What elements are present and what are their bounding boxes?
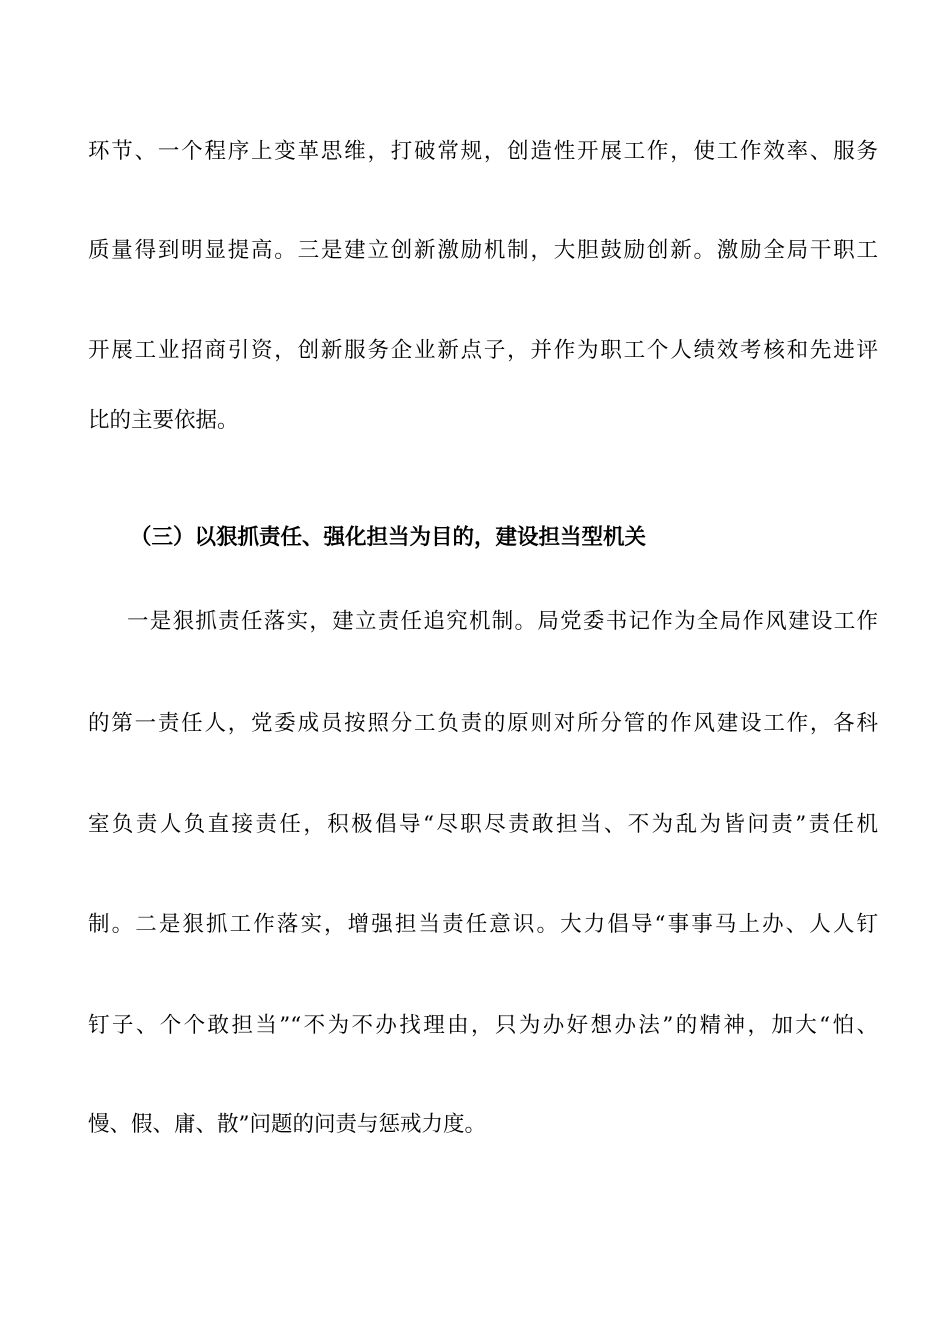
paragraph-line: 室负责人负直接责任，积极倡导“尽职尽责敢担当、不为乱为皆问责”责任机 — [88, 812, 878, 837]
paragraph-line: 钉子、个个敢担当”“不为不办找理由，只为办好想办法”的精神，加大“怕、 — [88, 1013, 878, 1038]
paragraph-line: 开展工业招商引资，创新服务企业新点子，并作为职工个人绩效考核和先进评 — [88, 338, 878, 363]
paragraph-line: 一是狠抓责任落实，建立责任追究机制。局党委书记作为全局作风建设工作 — [127, 609, 878, 634]
paragraph-line: 的第一责任人，党委成员按照分工负责的原则对所分管的作风建设工作，各科 — [88, 711, 878, 736]
paragraph-line: 制。二是狠抓工作落实，增强担当责任意识。大力倡导“事事马上办、人人钉 — [88, 912, 878, 937]
paragraph-line: 慢、假、庸、散”问题的问责与惩戒力度。 — [88, 1112, 486, 1137]
section-heading: （三）以狠抓责任、强化担当为目的，建设担当型机关 — [130, 525, 647, 550]
paragraph-line: 比的主要依据。 — [88, 408, 239, 433]
paragraph-line: 环节、一个程序上变革思维，打破常规，创造性开展工作，使工作效率、服务 — [88, 139, 878, 164]
paragraph-line: 质量得到明显提高。三是建立创新激励机制，大胆鼓励创新。激励全局干职工 — [88, 238, 878, 263]
